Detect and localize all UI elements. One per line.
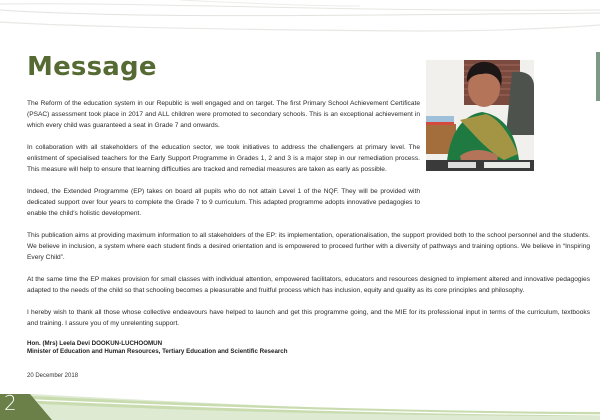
footer-wave-decoration [0,386,600,420]
paragraph: This publication aims at providing maximum information to all stakeholders of the EP: its implementation, operationalisation, the support provided both to the school personnel and the students. We believe in inclusion, a system where each student finds a desired orientation and is empowered to proceed further with a diversity of pathways and training options. We believe in “Inspiring Every Child”. [27,232,590,261]
paragraph: I hereby wish to thank all those whose collective endeavours have helped to launch and get this programme going, and the MIE for its professional input in terms of the curriculum, textbooks and training. I assure you of my unrelenting support. [27,309,590,327]
message-date: 20 December 2018 [27,373,79,379]
side-accent-bar [596,52,600,101]
signatory-role: Minister of Education and Human Resources, Tertiary Education and Scientific Research [27,348,288,355]
paragraph: Indeed, the Extended Programme (EP) takes on board all pupils who do not attain Level 1 of the NQF. They will be provided with dedicated support over four years to complete the Grade 7 to 9 curriculum. This adapted programme adopts innovative pedagogies to enable the child's holistic development. [27,188,420,217]
minister-photo [426,60,534,171]
portrait-image [426,60,534,171]
signature-block [27,340,590,356]
paragraph: The Reform of the education system in our Republic is well engaged and on target. The first Primary School Achievement Certificate (PSAC) assessment took place in 2017 and ALL children were promoted to secondary schools. This is an exceptional achievement in which every child was guaranteed a seat in Grade 7 and onwards. [27,100,420,129]
page-number: 2 [4,391,17,415]
footer [0,386,600,420]
page-title: Message [27,52,157,82]
paragraph: In collaboration with all stakeholders of the education sector, we took initiatives to address the challengers at primary level. The enlistment of specialised teachers for the Early Support Programme in Grades 1, 2 and 3 is a major step in our remediation process. This measure will help to ensure that learning difficulties are tracked and remedial measures are taken as early as possible. [27,144,420,173]
paragraph: At the same time the EP makes provision for small classes with individual attention, empowered facilitators, educators and resources designed to implement altered and innovative pedagogies adapted to the needs of the child so that schooling becomes a pleasurable and fruitful process which has inclusion, equity and quality as its core principles and philosophy. [27,276,590,294]
top-wave-decoration [0,0,600,40]
signatory-name: Hon. (Mrs) Leela Devi DOOKUN-LUCHOOMUN [27,340,163,347]
